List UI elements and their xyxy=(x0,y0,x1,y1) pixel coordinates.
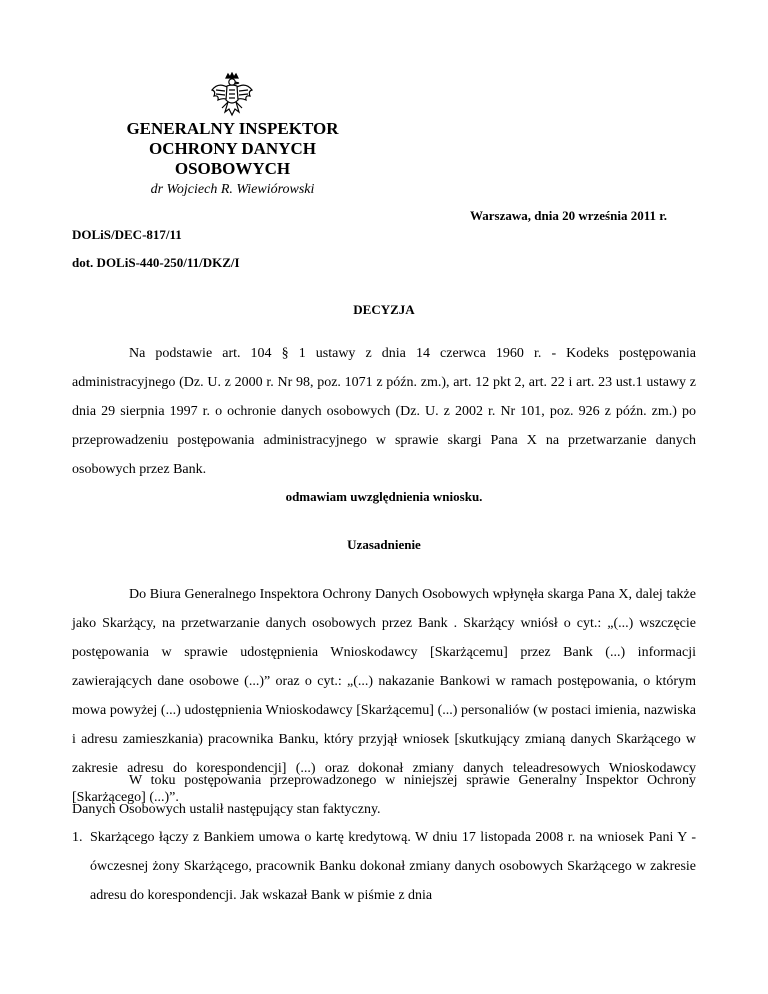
place-and-date: Warszawa, dnia 20 września 2011 r. xyxy=(470,208,668,223)
institution-name: GENERALNY INSPEKTOR OCHRONY DANYCH OSOBOWYCH xyxy=(126,119,339,178)
list-item-number: 1. xyxy=(72,830,83,845)
signatory-name: dr Wojciech R. Wiewiórowski xyxy=(150,182,315,197)
justification-paragraph: Do Biura Generalnego Inspektora Ochrony Danych Osobowych wpłynęła skarga Pana X, dalej także jako Skarżący, na przetwarzanie danych osobowych przez Bank . Skarżący wniósł o cyt.: „(...) wszczęcie postępowania w sprawie udostępnienia Wnioskodawcy [Skarżącemu] przez Bank (...) informacji zawierających dane osobowe (...)” oraz o cyt.: „(...) nakazanie Bankowi w ramach postępowania, o którym mowa powyżej (...) udostępnienia Wnioskodawcy [Skarżącemu] (...) personaliów (w postaci imienia, nazwiska i adresu zamieszkania) pracownika Banku, który przyjął wniosek [skutkujący zmianą danych Skarżącego w zakresie adresu do korespondencji] (...) oraz dokonał zmiany danych teleadresowych Wnioskodawcy [Skarżącego] (...)”. xyxy=(72,587,696,805)
polish-eagle-emblem-icon xyxy=(210,72,254,118)
legal-basis-paragraph: Na podstawie art. 104 § 1 ustawy z dnia 14 czerwca 1960 r. - Kodeks postępowania administracyjnego (Dz. U. z 2000 r. Nr 98, poz. 1071 z późn. zm.), art. 12 pkt 2, art. 22 i art. 23 ust.1 ustawy z dnia 29 sierpnia 1997 r. o ochronie danych osobowych (Dz. U. z 2002 r. Nr 101, poz. 926 z późn. zm.) po przeprowadzeniu postępowania administracyjnego w sprawie skargi Pana X na przetwarzanie danych osobowych przez Bank. xyxy=(72,346,696,477)
list-item xyxy=(72,823,696,910)
reference-number: DOLiS/DEC-817/11 xyxy=(72,227,182,242)
findings-list xyxy=(72,823,696,910)
list-item-text: Skarżącego łączy z Bankiem umowa o kartę kredytową. W dniu 17 listopada 2008 r. na wniosek Pani Y - ówczesnej żony Skarżącego, pracownik Banku dokonał zmiany danych osobowych Skarżącego w zakresie adresu do korespondencji. Jak wskazał Bank w piśmie z dnia xyxy=(90,830,696,903)
decision-heading: DECYZJA xyxy=(353,302,415,317)
case-reference: dot. DOLiS-440-250/11/DKZ/I xyxy=(72,255,240,270)
ruling-text: odmawiam uwzględnienia wniosku. xyxy=(285,489,483,504)
findings-intro-paragraph: W toku postępowania przeprowadzonego w niniejszej sprawie Generalny Inspektor Ochrony Danych Osobowych ustalił następujący stan faktyczny. xyxy=(72,773,696,817)
justification-heading: Uzasadnienie xyxy=(347,537,421,552)
